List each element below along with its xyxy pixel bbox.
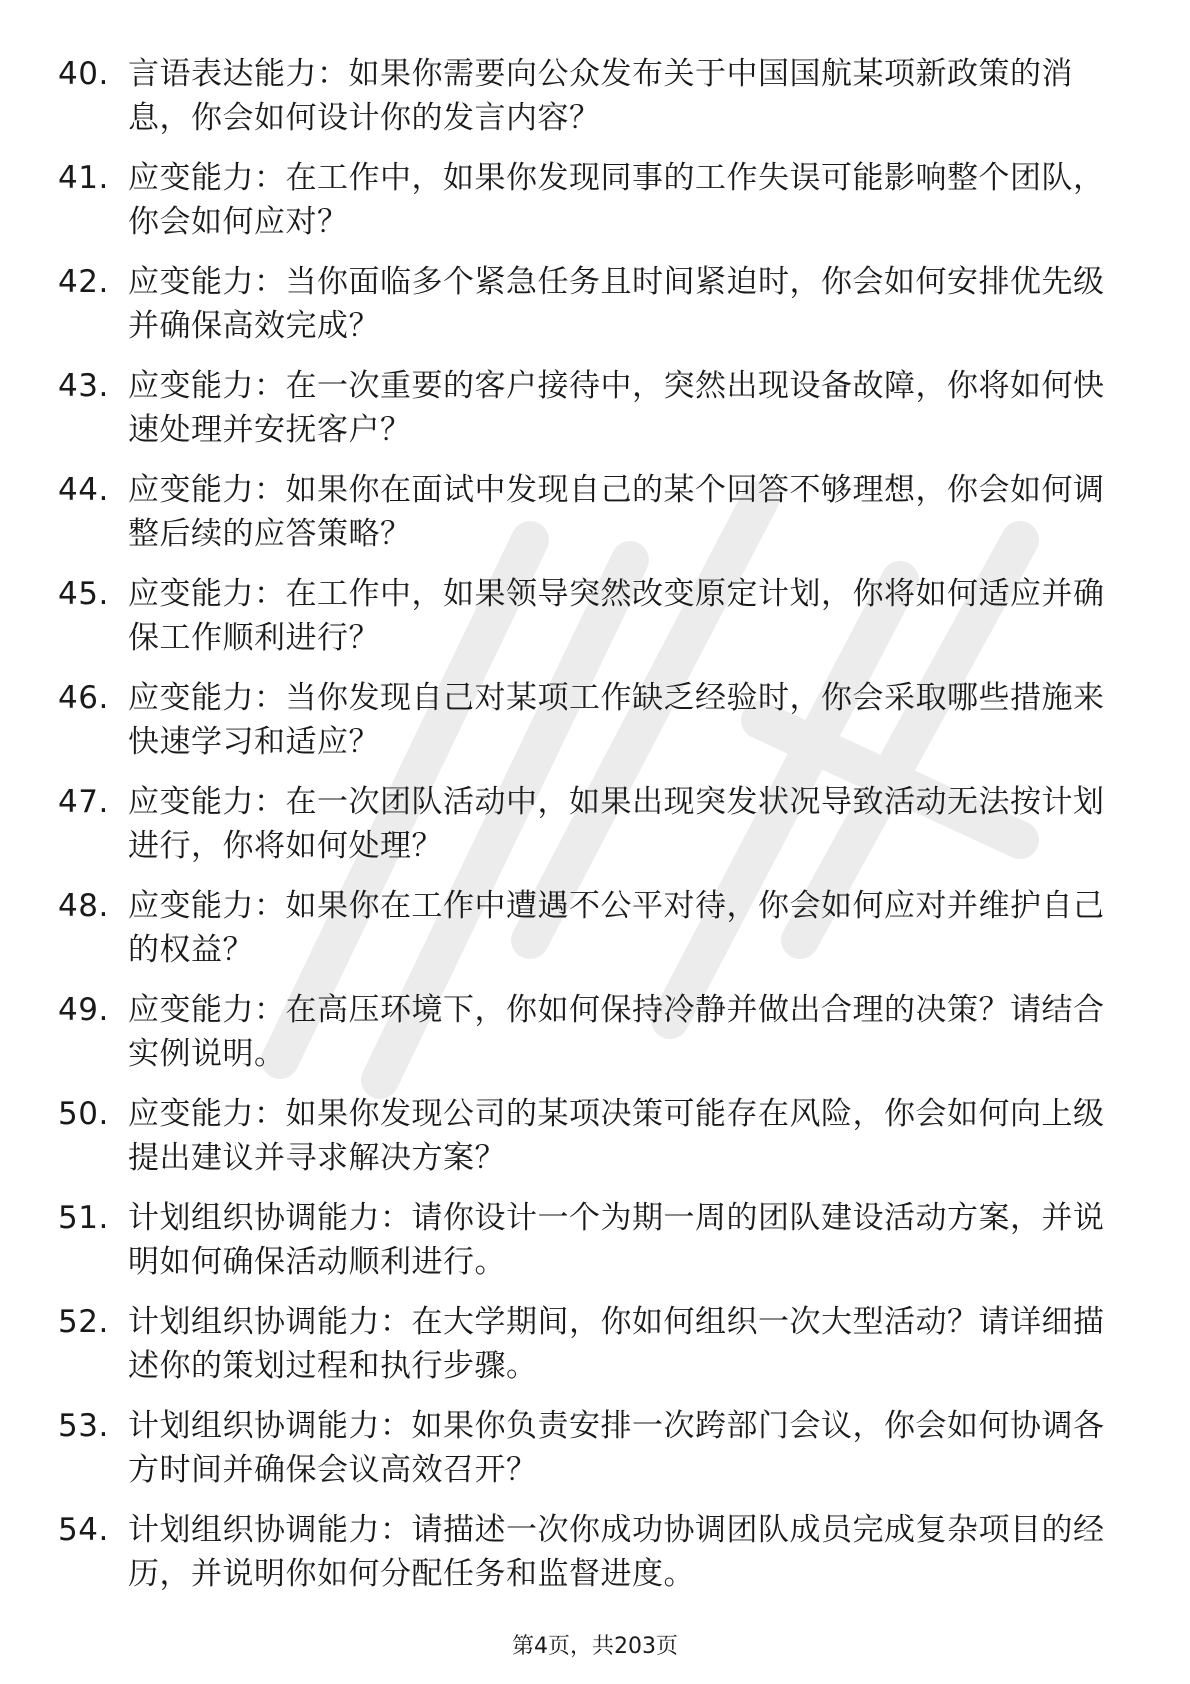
- question-text: 应变能力：当你发现自己对某项工作缺乏经验时，你会采取哪些措施来快速学习和适应？: [128, 680, 1105, 760]
- question-item: [58, 884, 1118, 988]
- question-item: [58, 1300, 1118, 1404]
- question-text: 计划组织协调能力：请描述一次你成功协调团队成员完成复杂项目的经历，并说明你如何分配任务和监督进度。: [128, 1512, 1105, 1592]
- question-item: [58, 676, 1118, 780]
- question-list: [58, 52, 1118, 1612]
- question-text: 应变能力：在高压环境下，你如何保持冷静并做出合理的决策？请结合实例说明。: [128, 992, 1105, 1072]
- question-text: 应变能力：在工作中，如果领导突然改变原定计划，你将如何适应并确保工作顺利进行？: [128, 576, 1105, 656]
- question-item: [58, 156, 1118, 260]
- question-number: 51.: [58, 1200, 109, 1236]
- question-item: [58, 52, 1118, 156]
- question-number: 54.: [58, 1512, 109, 1548]
- question-item: [58, 364, 1118, 468]
- question-item: [58, 1404, 1118, 1508]
- question-item: [58, 1196, 1118, 1300]
- question-number: 53.: [58, 1408, 109, 1444]
- question-item: [58, 260, 1118, 364]
- question-number: 49.: [58, 992, 109, 1028]
- question-text: 应变能力：在一次团队活动中，如果出现突发状况导致活动无法按计划进行，你将如何处理？: [128, 784, 1105, 864]
- page-number: 第4页，共203页: [512, 1634, 678, 1659]
- question-text: 计划组织协调能力：如果你负责安排一次跨部门会议，你会如何协调各方时间并确保会议高效召开？: [128, 1408, 1105, 1488]
- question-number: 47.: [58, 784, 109, 820]
- question-item: [58, 1092, 1118, 1196]
- question-number: 44.: [58, 472, 109, 508]
- question-item: [58, 572, 1118, 676]
- question-item: [58, 780, 1118, 884]
- question-number: 50.: [58, 1096, 109, 1132]
- question-text: 应变能力：当你面临多个紧急任务且时间紧迫时，你会如何安排优先级并确保高效完成？: [128, 264, 1105, 344]
- question-text: 言语表达能力：如果你需要向公众发布关于中国国航某项新政策的消息，你会如何设计你的发言内容？: [128, 56, 1073, 136]
- question-text: 计划组织协调能力：在大学期间，你如何组织一次大型活动？请详细描述你的策划过程和执行步骤。: [128, 1304, 1105, 1384]
- question-number: 52.: [58, 1304, 109, 1340]
- question-item: [58, 988, 1118, 1092]
- question-number: 48.: [58, 888, 109, 924]
- question-text: 计划组织协调能力：请你设计一个为期一周的团队建设活动方案，并说明如何确保活动顺利进行。: [128, 1200, 1105, 1280]
- question-text: 应变能力：如果你在面试中发现自己的某个回答不够理想，你会如何调整后续的应答策略？: [128, 472, 1105, 552]
- question-number: 40.: [58, 56, 109, 92]
- question-text: 应变能力：如果你发现公司的某项决策可能存在风险，你会如何向上级提出建议并寻求解决方案？: [128, 1096, 1105, 1176]
- question-number: 42.: [58, 264, 109, 300]
- question-text: 应变能力：在工作中，如果你发现同事的工作失误可能影响整个团队，你会如何应对？: [128, 160, 1105, 240]
- question-text: 应变能力：在一次重要的客户接待中，突然出现设备故障，你将如何快速处理并安抚客户？: [128, 368, 1105, 448]
- question-number: 43.: [58, 368, 109, 404]
- question-item: [58, 1508, 1118, 1612]
- question-number: 41.: [58, 160, 109, 196]
- question-text: 应变能力：如果你在工作中遭遇不公平对待，你会如何应对并维护自己的权益？: [128, 888, 1105, 968]
- question-item: [58, 468, 1118, 572]
- page-footer: [0, 1632, 1190, 1662]
- question-number: 45.: [58, 576, 109, 612]
- question-number: 46.: [58, 680, 109, 716]
